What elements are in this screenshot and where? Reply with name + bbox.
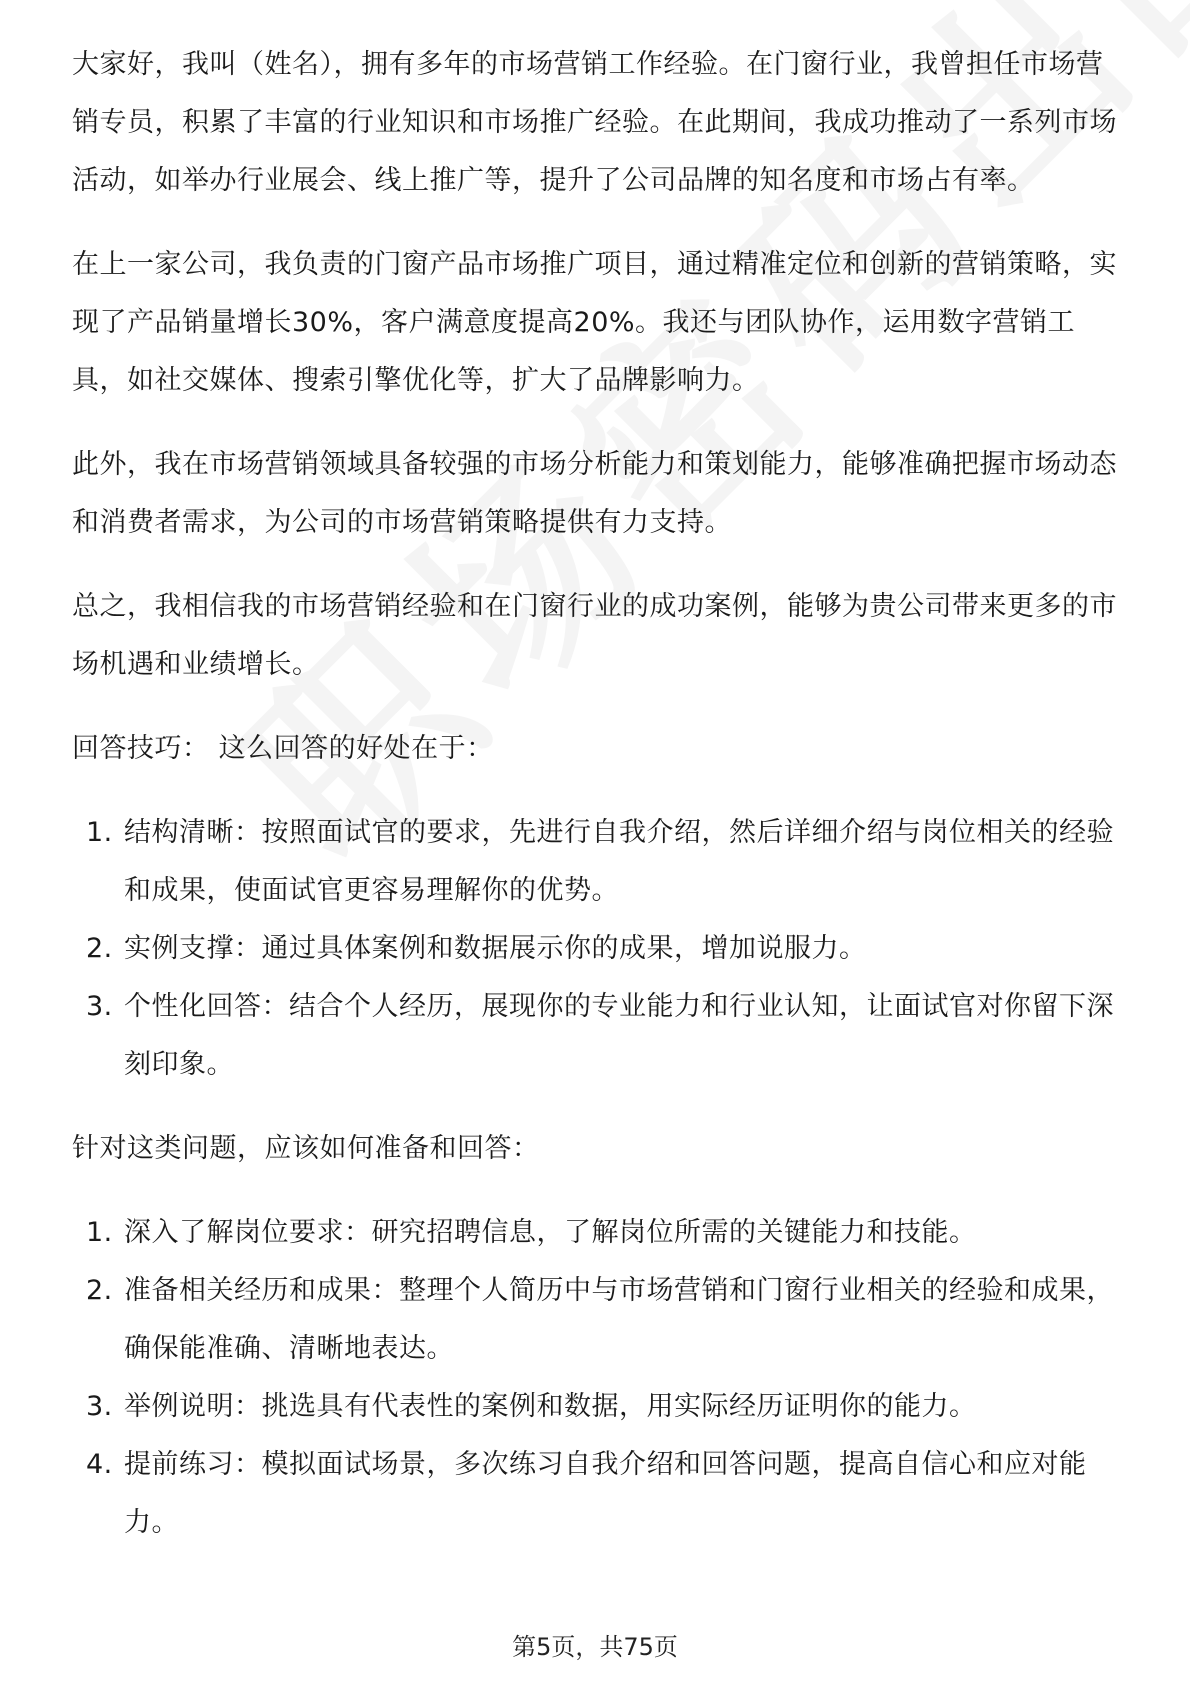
- list-number: 4.: [86, 1449, 113, 1480]
- list-text: 实例支撑：通过具体案例和数据展示你的成果，增加说服力。: [124, 933, 867, 964]
- document-body: [72, 36, 1120, 1578]
- list-item: [72, 920, 1120, 978]
- page-footer: 第5页，共75页: [512, 1633, 678, 1661]
- list-item: [72, 1262, 1120, 1378]
- list-text: 提前练习：模拟面试场景，多次练习自我介绍和回答问题，提高自信心和应对能力。: [124, 1449, 1087, 1538]
- list-item: [72, 1436, 1120, 1552]
- list-number: 2.: [86, 1275, 113, 1306]
- list-number: 2.: [86, 933, 113, 964]
- prep-heading: 针对这类问题，应该如何准备和回答：: [72, 1133, 540, 1164]
- list-text: 结构清晰：按照面试官的要求，先进行自我介绍，然后详细介绍与岗位相关的经验和成果，使面试官更容易理解你的优势。: [124, 817, 1114, 906]
- list-text: 举例说明：挑选具有代表性的案例和数据，用实际经历证明你的能力。: [124, 1391, 977, 1422]
- paragraph-previous-company: 在上一家公司，我负责的门窗产品市场推广项目，通过精准定位和创新的营销策略，实现了产品销量增长30%，客户满意度提高20%。我还与团队协作，运用数字营销工具，如社交媒体、搜索引擎优化等，扩大了品牌影响力。: [72, 249, 1117, 396]
- list-item: [72, 1204, 1120, 1262]
- paragraph-abilities: 此外，我在市场营销领域具备较强的市场分析能力和策划能力，能够准确把握市场动态和消费者需求，为公司的市场营销策略提供有力支持。: [72, 449, 1117, 538]
- tips-heading: 回答技巧： 这么回答的好处在于：: [72, 733, 494, 764]
- prep-list: [72, 1204, 1120, 1552]
- list-item: [72, 978, 1120, 1094]
- list-number: 3.: [86, 991, 113, 1022]
- paragraph-summary: 总之，我相信我的市场营销经验和在门窗行业的成功案例，能够为贵公司带来更多的市场机遇和业绩增长。: [72, 591, 1117, 680]
- tips-list: [72, 804, 1120, 1094]
- list-text: 个性化回答：结合个人经历，展现你的专业能力和行业认知，让面试官对你留下深刻印象。: [124, 991, 1114, 1080]
- paragraph-intro: 大家好，我叫（姓名），拥有多年的市场营销工作经验。在门窗行业，我曾担任市场营销专员，积累了丰富的行业知识和市场推广经验。在此期间，我成功推动了一系列市场活动，如举办行业展会、线上推广等，提升了公司品牌的知名度和市场占有率。: [72, 49, 1117, 196]
- list-item: [72, 1378, 1120, 1436]
- list-text: 深入了解岗位要求：研究招聘信息，了解岗位所需的关键能力和技能。: [124, 1217, 977, 1248]
- list-item: [72, 804, 1120, 920]
- list-number: 1.: [86, 817, 113, 848]
- list-number: 3.: [86, 1391, 113, 1422]
- list-number: 1.: [86, 1217, 113, 1248]
- list-text: 准备相关经历和成果：整理个人简历中与市场营销和门窗行业相关的经验和成果，确保能准确、清晰地表达。: [124, 1275, 1114, 1364]
